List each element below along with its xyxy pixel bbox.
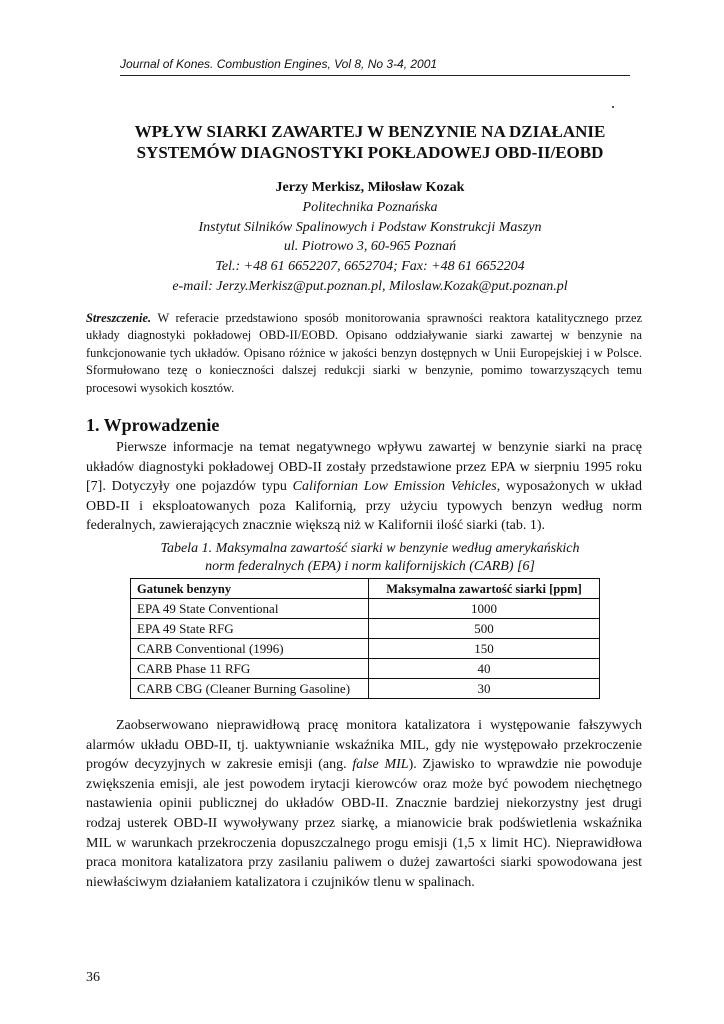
table-caption-line-1: Tabela 1. Maksymalna zawartość siarki w benzynie według amerykańskich [160, 541, 580, 556]
table-header-row [131, 579, 600, 599]
abstract-text: W referacie przedstawiono sposób monitorowania sprawności reaktora katalitycznego przez układy diagnostyki pokładowej OBD-II/EOBD. Opisano oddziaływanie siarki zawartej w benzynie na funkcjonowanie tych układów. Opisano różnice w jakości benzyn dostępnych w Unii Europejskiej i w Polsce. Sformułowano tezę o konieczności dalszej redukcji siarki w benzynie, pomimo towarzyszących temu procesowi wysokich kosztów. [86, 311, 643, 395]
paper-title [80, 121, 660, 163]
abstract-label: Streszczenie. [86, 311, 152, 325]
title-line-1: WPŁYW SIARKI ZAWARTEJ W BENZYNIE NA DZIAŁANIE [134, 122, 606, 141]
running-header: Journal of Kones. Combustion Engines, Vol 8, No 3-4, 2001 [120, 57, 438, 71]
table-row [131, 619, 600, 639]
university: Politechnika Poznańska [302, 199, 438, 215]
paragraph-2 [86, 716, 642, 892]
sulfur-table [130, 578, 600, 699]
cell-grade: CARB Conventional (1996) [131, 639, 369, 659]
table-row [131, 679, 600, 699]
paragraph-1-after: , wyposażonych w układ OBD-II i eksploatowanych poza Kalifornią, przy użyciu typowych benzyn według norm federalnych, zawierających znacznie większą niż w Kalifornii ilość siarki (tab. 1). [86, 479, 642, 534]
table-caption [100, 540, 640, 576]
paragraph-2-before: Zaobserwowano nieprawidłową pracę monitora katalizatora i występowanie fałszywych alarmów układu OBD-II, tj. uaktywnianie wskaźnika MIL, gdy nie występowało przekroczenie progów decyzyjnych w zakresie emisji (ang. [86, 718, 642, 773]
table-row [131, 659, 600, 679]
email: e-mail: Jerzy.Merkisz@put.poznan.pl, Miloslaw.Kozak@put.poznan.pl [172, 278, 568, 294]
page-number: 36 [86, 970, 100, 985]
cell-grade: CARB Phase 11 RFG [131, 659, 369, 679]
paragraph-1-emphasis: Californian Low Emission Vehicles [292, 479, 497, 495]
authors-block [80, 178, 660, 297]
paragraph-1-before: Pierwsze informacje na temat negatywnego wpływu zawartej w benzynie siarki na pracę układów diagnostyki pokładowej OBD-II zostały przedstawione przez EPA w sierpniu 1995 roku [7]. Dotyczyły one pojazdów typu [86, 440, 642, 495]
author-names: Jerzy Merkisz, Miłosław Kozak [275, 180, 465, 195]
abstract [86, 310, 642, 397]
institute: Instytut Silników Spalinowych i Podstaw Konstrukcji Maszyn [198, 219, 542, 235]
phone: Tel.: +48 61 6652207, 6652704; Fax: +48 61 6652204 [215, 259, 525, 275]
address: ul. Piotrowo 3, 60-965 Poznań [283, 239, 457, 255]
cell-value: 150 [369, 639, 600, 659]
cell-grade: EPA 49 State Conventional [131, 599, 369, 619]
table-row [131, 599, 600, 619]
title-line-2: SYSTEMÓW DIAGNOSTYKI POKŁADOWEJ OBD-II/EOBD [136, 143, 604, 162]
cell-value: 500 [369, 619, 600, 639]
paragraph-2-emphasis: false MIL [352, 757, 409, 773]
table-caption-line-2: norm federalnych (EPA) i norm kalifornijskich (CARB) [6] [205, 559, 535, 574]
cell-value: 40 [369, 659, 600, 679]
cell-value: 1000 [369, 599, 600, 619]
section-heading: 1. Wprowadzenie [86, 415, 220, 435]
paragraph-1 [86, 438, 642, 536]
cell-grade: EPA 49 State RFG [131, 619, 369, 639]
header-max-sulfur: Maksymalna zawartość siarki [ppm] [369, 579, 600, 599]
cell-grade: CARB CBG (Cleaner Burning Gasoline) [131, 679, 369, 699]
header-grade: Gatunek benzyny [131, 579, 369, 599]
header-rule [120, 75, 630, 76]
scan-dot [612, 106, 614, 108]
paragraph-2-after: ). Zjawisko to wprawdzie nie powoduje zwiększenia emisji, ale jest powodem irytacji kierowców oraz może być powodem niechętnego nastawienia opinii publicznej do układów OBD-II. Znacznie bardziej niekorzystny jest drugi rodzaj usterek OBD-II wywoływany przez siarkę, a mianowicie brak podświetlenia wskaźnika MIL w warunkach przekroczenia dopuszczalnego progu emisji (1,5 x limit HC). Nieprawidłowa praca monitora katalizatora przy zasilaniu paliwem o dużej zawartości siarki spowodowana jest niewłaściwym działaniem katalizatora i czujników tlenu w spalinach. [86, 757, 642, 890]
table-row [131, 639, 600, 659]
cell-value: 30 [369, 679, 600, 699]
